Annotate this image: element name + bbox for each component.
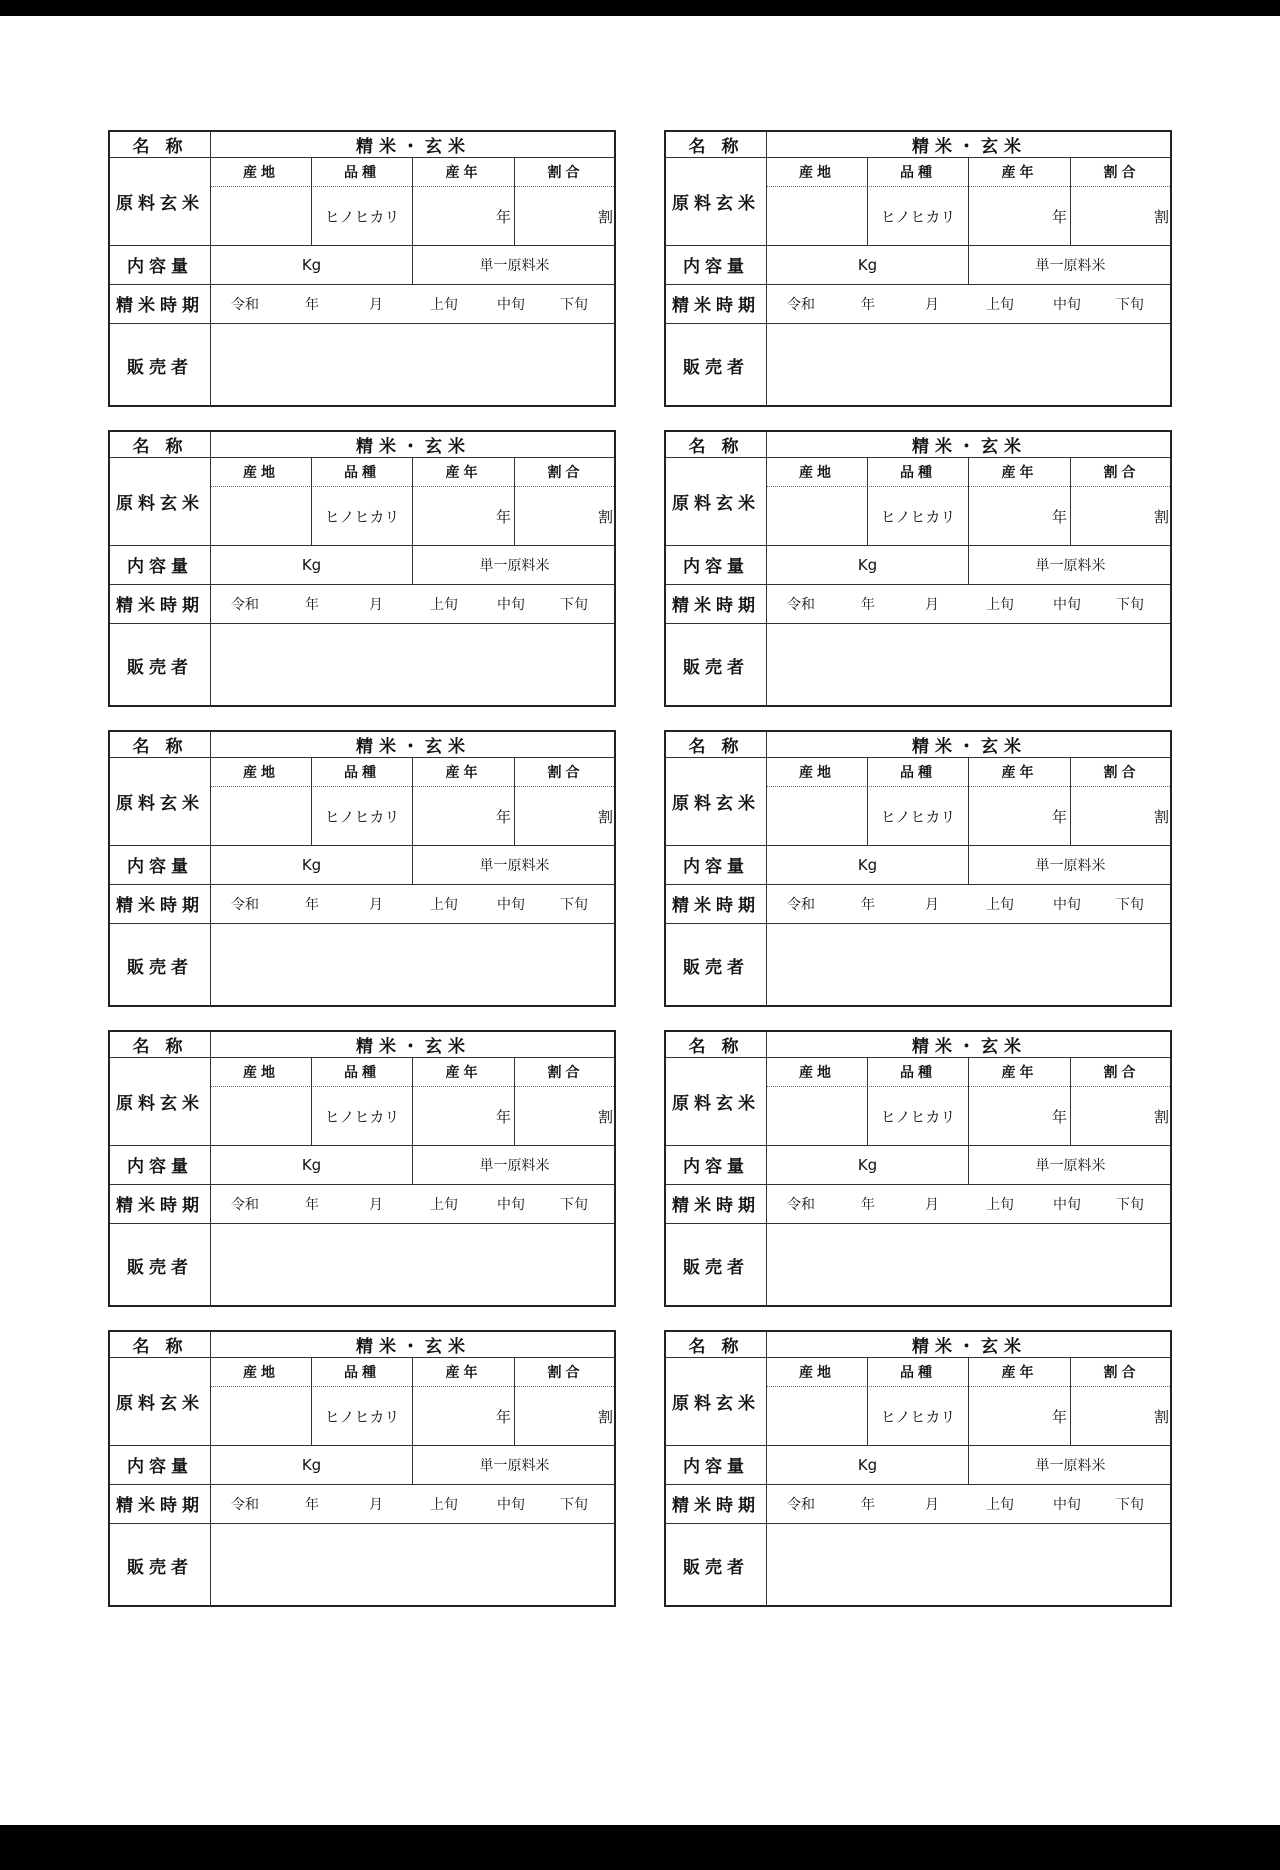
capacity-unit: Kg [301,1155,322,1174]
product-title: 精米・玄米 [356,1337,471,1357]
product-title: 精米・玄米 [912,1037,1027,1057]
rice-label [108,730,616,1007]
era-reiwa: 令和 [231,1496,259,1513]
seller-field [211,623,616,707]
early-month: 上旬 [430,896,458,913]
product-title: 精米・玄米 [356,1037,471,1057]
year-suffix: 年 [495,807,511,826]
seller-header: 販売者 [683,957,749,978]
variety-column-header: 品種 [900,764,936,781]
era-reiwa: 令和 [787,1496,815,1513]
year-column-header: 産年 [445,1064,482,1081]
rice-label [664,1330,1172,1607]
seller-header: 販売者 [127,1257,193,1278]
rice-label [664,1030,1172,1307]
single-origin-rice: 単一原料米 [479,857,550,874]
ratio-column-header: 割合 [547,764,584,781]
milling-period-header: 精米時期 [116,1496,204,1516]
year-unit: 年 [861,596,875,613]
rice-label [108,130,616,407]
ratio-column-header: 割合 [547,164,584,181]
product-title: 精米・玄米 [356,737,471,757]
ratio-column-header: 割合 [547,1364,584,1381]
seller-header: 販売者 [127,357,193,378]
year-suffix: 年 [495,207,511,226]
name-header: 名 称 [688,737,744,757]
era-reiwa: 令和 [231,596,259,613]
early-month: 上旬 [430,1496,458,1513]
year-suffix: 年 [1051,507,1067,526]
capacity-unit: Kg [857,855,878,874]
mid-month: 中旬 [497,896,525,913]
raw-rice-header: 原料玄米 [116,1393,204,1414]
raw-rice-header: 原料玄米 [672,1093,760,1114]
rice-label [108,430,616,707]
variety-column-header: 品種 [900,164,936,181]
origin-column-header: 産地 [799,1364,835,1381]
rice-label [664,130,1172,407]
era-reiwa: 令和 [231,296,259,313]
milling-period-header: 精米時期 [672,596,760,616]
seller-header: 販売者 [683,357,749,378]
milling-period-header: 精米時期 [672,1496,760,1516]
ratio-suffix: 割 [1153,807,1169,826]
raw-rice-header: 原料玄米 [672,1393,760,1414]
year-suffix: 年 [1051,207,1067,226]
origin-column-header: 産地 [799,1064,835,1081]
origin-column-header: 産地 [243,1364,279,1381]
capacity-header: 内容量 [683,857,749,877]
year-suffix: 年 [1051,807,1067,826]
single-origin-rice: 単一原料米 [479,557,550,574]
year-column-header: 産年 [445,764,482,781]
year-column-header: 産年 [1001,1364,1038,1381]
single-origin-rice: 単一原料米 [1035,1157,1106,1174]
single-origin-rice: 単一原料米 [1035,857,1106,874]
late-month: 下旬 [560,1496,588,1513]
name-header: 名 称 [688,437,744,457]
era-reiwa: 令和 [231,896,259,913]
raw-rice-header: 原料玄米 [672,493,760,514]
capacity-header: 内容量 [683,257,749,277]
product-title: 精米・玄米 [356,437,471,457]
seller-header: 販売者 [683,657,749,678]
capacity-header: 内容量 [127,1157,193,1177]
month-unit: 月 [369,296,383,313]
product-title: 精米・玄米 [912,437,1027,457]
early-month: 上旬 [430,596,458,613]
month-unit: 月 [925,596,939,613]
variety-column-header: 品種 [344,1064,380,1081]
early-month: 上旬 [986,296,1014,313]
seller-header: 販売者 [683,1257,749,1278]
mid-month: 中旬 [1053,296,1081,313]
year-column-header: 産年 [445,1364,482,1381]
name-header: 名 称 [688,1337,744,1357]
rice-label [664,430,1172,707]
ratio-column-header: 割合 [547,464,584,481]
month-unit: 月 [925,296,939,313]
early-month: 上旬 [430,296,458,313]
early-month: 上旬 [986,1496,1014,1513]
capacity-header: 内容量 [127,557,193,577]
name-header: 名 称 [132,1037,188,1057]
month-unit: 月 [369,896,383,913]
origin-column-header: 産地 [243,464,279,481]
capacity-header: 内容量 [683,1157,749,1177]
single-origin-rice: 単一原料米 [1035,257,1106,274]
ratio-suffix: 割 [597,807,613,826]
ratio-column-header: 割合 [1103,764,1140,781]
capacity-unit: Kg [857,555,878,574]
ratio-column-header: 割合 [1103,164,1140,181]
name-header: 名 称 [132,737,188,757]
era-reiwa: 令和 [231,1196,259,1213]
name-header: 名 称 [132,1337,188,1357]
era-reiwa: 令和 [787,1196,815,1213]
seller-header: 販売者 [127,957,193,978]
variety-column-header: 品種 [344,764,380,781]
mid-month: 中旬 [497,296,525,313]
year-column-header: 産年 [445,464,482,481]
month-unit: 月 [925,1496,939,1513]
early-month: 上旬 [986,1196,1014,1213]
ratio-column-header: 割合 [1103,1364,1140,1381]
capacity-unit: Kg [301,555,322,574]
product-title: 精米・玄米 [356,137,471,157]
origin-column-header: 産地 [243,764,279,781]
single-origin-rice: 単一原料米 [1035,557,1106,574]
capacity-header: 内容量 [683,1457,749,1477]
ratio-suffix: 割 [1153,1107,1169,1126]
year-column-header: 産年 [1001,164,1038,181]
mid-month: 中旬 [497,1196,525,1213]
raw-rice-header: 原料玄米 [672,193,760,214]
era-reiwa: 令和 [787,296,815,313]
rice-label [108,1030,616,1307]
variety-value: ヒノヒカリ [324,207,400,226]
late-month: 下旬 [1116,1496,1144,1513]
rice-label [664,730,1172,1007]
late-month: 下旬 [1116,596,1144,613]
capacity-unit: Kg [857,255,878,274]
mid-month: 中旬 [1053,896,1081,913]
month-unit: 月 [369,1496,383,1513]
origin-column-header: 産地 [799,764,835,781]
seller-field [211,323,616,407]
mid-month: 中旬 [497,1496,525,1513]
name-header: 名 称 [688,1037,744,1057]
variety-value: ヒノヒカリ [880,207,956,226]
mid-month: 中旬 [1053,596,1081,613]
seller-header: 販売者 [127,657,193,678]
product-title: 精米・玄米 [912,1337,1027,1357]
single-origin-rice: 単一原料米 [479,1457,550,1474]
capacity-header: 内容量 [127,857,193,877]
mid-month: 中旬 [1053,1196,1081,1213]
seller-field [767,323,1172,407]
variety-column-header: 品種 [344,164,380,181]
ratio-column-header: 割合 [1103,464,1140,481]
origin-column-header: 産地 [799,464,835,481]
year-column-header: 産年 [445,164,482,181]
year-unit: 年 [305,596,319,613]
seller-field [767,1223,1172,1307]
seller-header: 販売者 [683,1557,749,1578]
ratio-suffix: 割 [1153,507,1169,526]
seller-field [211,923,616,1007]
bottom-black-bar [0,1825,1280,1870]
variety-value: ヒノヒカリ [324,807,400,826]
ratio-column-header: 割合 [547,1064,584,1081]
year-unit: 年 [305,896,319,913]
capacity-unit: Kg [301,1455,322,1474]
late-month: 下旬 [560,596,588,613]
late-month: 下旬 [560,1196,588,1213]
late-month: 下旬 [560,896,588,913]
era-reiwa: 令和 [787,596,815,613]
seller-header: 販売者 [127,1557,193,1578]
month-unit: 月 [925,896,939,913]
mid-month: 中旬 [1053,1496,1081,1513]
product-title: 精米・玄米 [912,737,1027,757]
early-month: 上旬 [430,1196,458,1213]
raw-rice-header: 原料玄米 [116,193,204,214]
origin-column-header: 産地 [799,164,835,181]
milling-period-header: 精米時期 [672,1196,760,1216]
milling-period-header: 精米時期 [116,896,204,916]
year-unit: 年 [861,1196,875,1213]
month-unit: 月 [925,1196,939,1213]
variety-value: ヒノヒカリ [880,507,956,526]
milling-period-header: 精米時期 [672,296,760,316]
origin-column-header: 産地 [243,164,279,181]
month-unit: 月 [369,1196,383,1213]
milling-period-header: 精米時期 [116,1196,204,1216]
year-suffix: 年 [495,507,511,526]
top-black-bar [0,0,1280,16]
year-unit: 年 [861,296,875,313]
year-suffix: 年 [1051,1407,1067,1426]
milling-period-header: 精米時期 [116,596,204,616]
capacity-unit: Kg [857,1455,878,1474]
origin-column-header: 産地 [243,1064,279,1081]
raw-rice-header: 原料玄米 [672,793,760,814]
capacity-header: 内容量 [683,557,749,577]
seller-field [767,1523,1172,1607]
ratio-suffix: 割 [1153,207,1169,226]
milling-period-header: 精米時期 [116,296,204,316]
variety-column-header: 品種 [344,464,380,481]
seller-field [211,1523,616,1607]
capacity-unit: Kg [301,255,322,274]
late-month: 下旬 [1116,1196,1144,1213]
single-origin-rice: 単一原料米 [1035,1457,1106,1474]
era-reiwa: 令和 [787,896,815,913]
raw-rice-header: 原料玄米 [116,493,204,514]
year-column-header: 産年 [1001,1064,1038,1081]
year-column-header: 産年 [1001,764,1038,781]
early-month: 上旬 [986,896,1014,913]
variety-column-header: 品種 [900,1064,936,1081]
ratio-column-header: 割合 [1103,1064,1140,1081]
name-header: 名 称 [132,137,188,157]
late-month: 下旬 [1116,296,1144,313]
year-unit: 年 [861,896,875,913]
product-title: 精米・玄米 [912,137,1027,157]
variety-value: ヒノヒカリ [324,1407,400,1426]
ratio-suffix: 割 [597,507,613,526]
month-unit: 月 [369,596,383,613]
ratio-suffix: 割 [597,207,613,226]
ratio-suffix: 割 [1153,1407,1169,1426]
seller-field [767,923,1172,1007]
ratio-suffix: 割 [597,1107,613,1126]
early-month: 上旬 [986,596,1014,613]
milling-period-header: 精米時期 [672,896,760,916]
capacity-unit: Kg [857,1155,878,1174]
single-origin-rice: 単一原料米 [479,1157,550,1174]
capacity-header: 内容量 [127,1457,193,1477]
year-unit: 年 [305,1496,319,1513]
late-month: 下旬 [560,296,588,313]
single-origin-rice: 単一原料米 [479,257,550,274]
year-suffix: 年 [1051,1107,1067,1126]
seller-field [211,1223,616,1307]
variety-value: ヒノヒカリ [324,1107,400,1126]
year-unit: 年 [861,1496,875,1513]
capacity-unit: Kg [301,855,322,874]
variety-value: ヒノヒカリ [324,507,400,526]
capacity-header: 内容量 [127,257,193,277]
variety-column-header: 品種 [900,1364,936,1381]
year-column-header: 産年 [1001,464,1038,481]
rice-label [108,1330,616,1607]
ratio-suffix: 割 [597,1407,613,1426]
year-unit: 年 [305,1196,319,1213]
name-header: 名 称 [688,137,744,157]
variety-value: ヒノヒカリ [880,1407,956,1426]
year-suffix: 年 [495,1407,511,1426]
year-suffix: 年 [495,1107,511,1126]
variety-value: ヒノヒカリ [880,807,956,826]
name-header: 名 称 [132,437,188,457]
late-month: 下旬 [1116,896,1144,913]
raw-rice-header: 原料玄米 [116,1093,204,1114]
seller-field [767,623,1172,707]
variety-value: ヒノヒカリ [880,1107,956,1126]
raw-rice-header: 原料玄米 [116,793,204,814]
variety-column-header: 品種 [344,1364,380,1381]
year-unit: 年 [305,296,319,313]
mid-month: 中旬 [497,596,525,613]
variety-column-header: 品種 [900,464,936,481]
